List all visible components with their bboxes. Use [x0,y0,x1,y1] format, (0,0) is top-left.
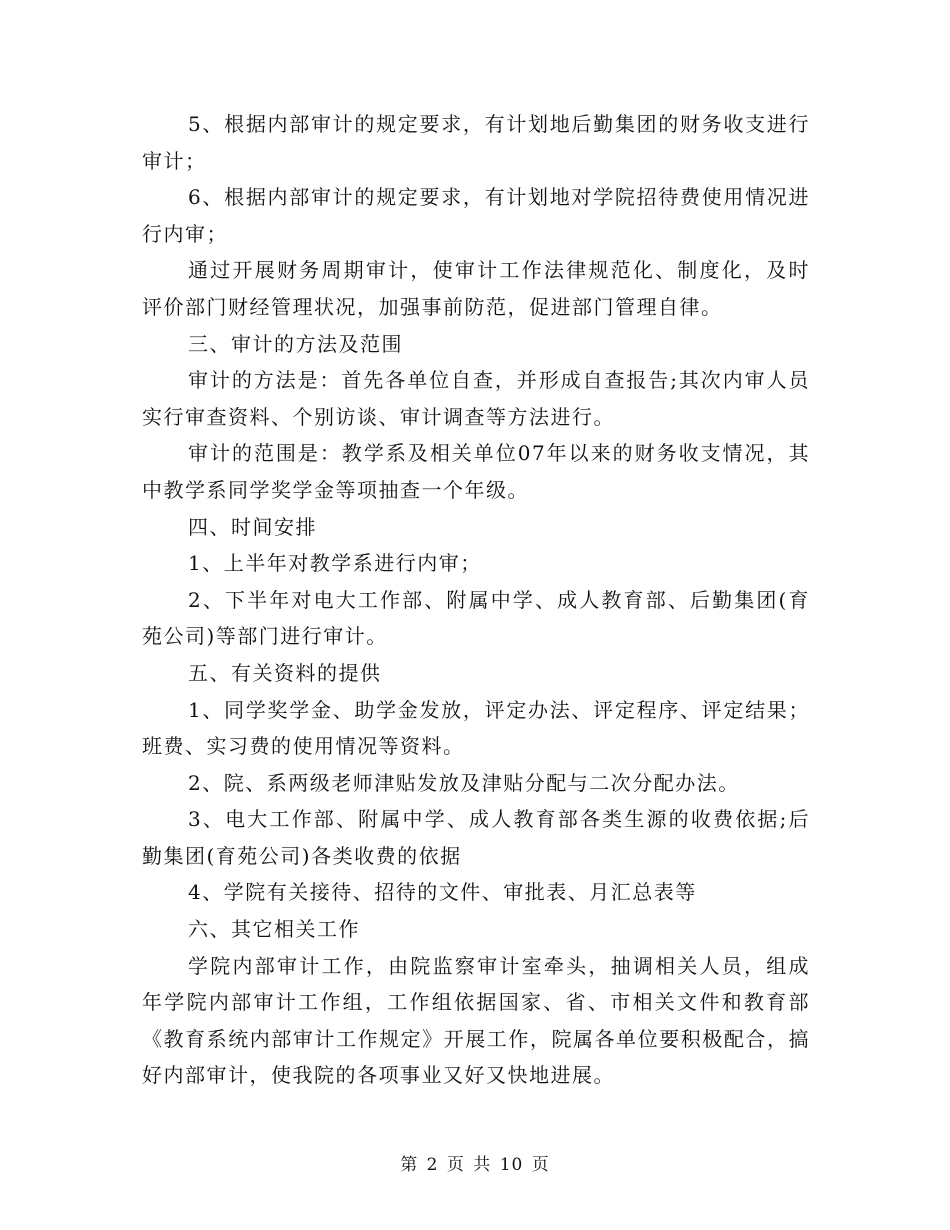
paragraph-scope: 审计的范围是：教学系及相关单位07年以来的财务收支情况，其中教学系同学奖学金等项抽查一个年级。 [142,441,810,502]
footer-middle: 页 共 [446,1155,492,1175]
section-heading-schedule: 四、时间安排 [188,514,317,539]
paragraph-other: 学院内部审计工作，由院监察审计室牵头，抽调相关人员，组成年学院内部审计工作组，工作组依据国家、省、市相关文件和教育部《教育系统内部审计工作规定》开展工作，院属各单位要积极配合，搞好内部审计，使我院的各项事业又好又快地进展。 [142,953,810,1088]
paragraph-item-6: 6、根据内部审计的规定要求，有计划地对学院招待费使用情况进行内审； [142,185,810,246]
section-heading-other: 六、其它相关工作 [188,917,360,942]
footer-suffix: 页 [531,1155,550,1175]
paragraph-schedule-1: 1、上半年对教学系进行内审； [188,551,482,576]
footer-total-pages: 10 [499,1155,524,1175]
section-heading-methods: 三、审计的方法及范围 [188,331,403,356]
paragraph-materials-1: 1、同学奖学金、助学金发放，评定办法、评定程序、评定结果；班费、实习费的使用情况等资料。 [142,697,810,759]
paragraph-materials-2: 2、院、系两级老师津贴发放及津贴分配与二次分配办法。 [188,770,740,795]
paragraph-materials-3: 3、电大工作部、附属中学、成人教育部各类生源的收费依据;后勤集团(育苑公司)各类收费的依据 [142,807,810,868]
paragraph-methods: 审计的方法是：首先各单位自查，并形成自查报告;其次内审人员实行审查资料、个别访谈、审计调查等方法进行。 [142,368,810,429]
document-body [142,106,810,1094]
paragraph-materials-4: 4、学院有关接待、招待的文件、审批表、月汇总表等 [188,880,697,905]
section-heading-materials: 五、有关资料的提供 [188,660,382,685]
footer-page-number: 2 [426,1155,439,1175]
footer-prefix: 第 [400,1155,419,1175]
paragraph-item-5: 5、根据内部审计的规定要求，有计划地后勤集团的财务收支进行审计； [142,112,810,173]
paragraph-summary: 通过开展财务周期审计，使审计工作法律规范化、制度化，及时评价部门财经管理状况，加强事前防范，促进部门管理自律。 [142,258,810,319]
page-footer [0,1153,950,1177]
paragraph-schedule-2: 2、下半年对电大工作部、附属中学、成人教育部、后勤集团(育苑公司)等部门进行审计。 [142,587,810,649]
